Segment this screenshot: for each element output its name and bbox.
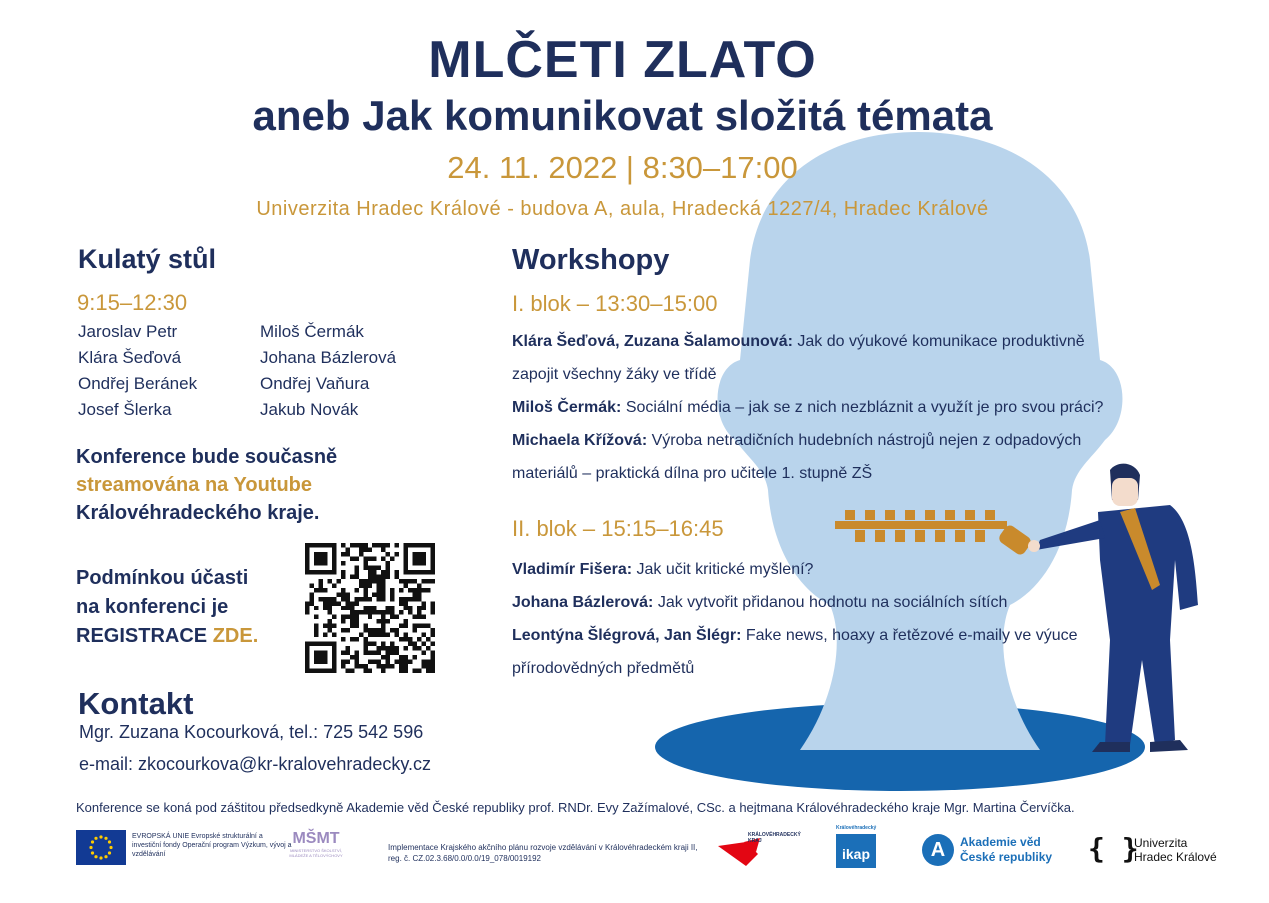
registration-note	[76, 564, 258, 651]
uhk-brace-icon: { }	[1088, 832, 1139, 865]
academy-line-2: České republiky	[960, 850, 1053, 864]
workshop-speakers: Miloš Čermák:	[512, 399, 622, 416]
workshop-topic: Fake news, hoaxy a řetězové e-maily ve výuce přírodovědných předmětů	[512, 627, 1078, 677]
workshop-item	[512, 553, 1112, 586]
registration-line-2: na konferenci je	[76, 596, 229, 618]
workshop-item	[512, 325, 1112, 391]
workshop-item	[512, 619, 1112, 685]
event-subtitle: aneb Jak komunikovat složitá témata	[252, 92, 993, 139]
msmt-logo	[286, 830, 346, 866]
registration-qr-code[interactable]	[305, 543, 435, 673]
workshop-speakers: Klára Šeďová, Zuzana Šalamounová:	[512, 333, 793, 350]
registration-line-1: Podmínkou účasti	[76, 567, 249, 589]
workshop-item	[512, 424, 1112, 490]
speaker-name: Klára Šeďová	[78, 348, 182, 367]
speaker-name: Ondřej Beránek	[78, 374, 198, 393]
workshop-topic: Sociální média – jak se z nich nezbláznit a využít je pro svou práci?	[621, 399, 1104, 416]
workshop-item	[512, 586, 1112, 619]
academy-logo-text	[960, 835, 1052, 865]
contact-email[interactable]: e-mail: zkocourkova@kr-kralovehradecky.cz	[79, 754, 432, 774]
speaker-name: Ondřej Vaňura	[260, 374, 370, 393]
uhk-logo-text	[1134, 836, 1217, 864]
academy-line-1: Akademie věd	[960, 835, 1041, 849]
registration-label: REGISTRACE	[76, 625, 213, 647]
event-title: MLČETI ZLATO	[428, 31, 817, 89]
contact-heading: Kontakt	[78, 686, 194, 721]
stream-line-2[interactable]: streamována na Youtube	[76, 474, 312, 496]
ikap-logo	[836, 825, 877, 868]
msmt-text: MINISTERSTVO ŠKOLSTVÍ, MLÁDEŽE A TĚLOVÝCHOVY	[289, 848, 343, 858]
registration-link[interactable]: ZDE.	[212, 625, 259, 647]
patronage-note: Konference se koná pod záštitou předsedkyně Akademie věd České republiky prof. RNDr. Evy Zažímalové, CSc. a hejtmana Královéhradeckého kraje Mgr. Martina Červíčka.	[76, 800, 1075, 815]
workshops-heading: Workshopy	[512, 244, 670, 276]
eu-logo-text: EVROPSKÁ UNIE Evropské strukturální a investiční fondy Operační program Výzkum, vývoj a vzdělávání	[132, 833, 292, 858]
stream-line-1: Konference bude současně	[76, 446, 338, 468]
event-date: 24. 11. 2022 | 8:30–17:00	[447, 150, 798, 185]
block-2-title: II. blok – 15:15–16:45	[512, 516, 724, 541]
workshop-item	[512, 391, 1112, 424]
workshop-speakers: Vladimír Fišera:	[512, 561, 633, 578]
speaker-name: Josef Šlerka	[78, 400, 172, 419]
uhk-line-2: Hradec Králové	[1134, 850, 1217, 864]
workshop-topic: Jak do výukové komunikace produktivně zapojit všechny žáky ve třídě	[512, 333, 1085, 383]
event-venue: Univerzita Hradec Králové - budova A, aula, Hradecká 1227/4, Hradec Králové	[256, 198, 989, 220]
academy-logo-icon: A	[922, 834, 954, 866]
uhk-line-1: Univerzita	[1134, 836, 1188, 850]
ikap-project-text: Implementace Krajského akčního plánu rozvoje vzdělávání v Královéhradeckém kraji II, reg. č. CZ.02.3.68/0.0/0.0/19_078/0019192	[388, 843, 698, 863]
ikap-logo-text: ikap	[841, 846, 870, 862]
speaker-name: Miloš Čermák	[260, 322, 364, 341]
round-table-time: 9:15–12:30	[77, 290, 188, 315]
round-table-heading: Kulatý stůl	[78, 244, 217, 274]
round-table-names	[78, 322, 438, 421]
workshop-topic: Jak vytvořit přidanou hodnotu na sociálních sítích	[653, 594, 1008, 611]
kraj-logo	[716, 832, 801, 868]
eu-flag-icon	[76, 830, 126, 865]
stream-note	[76, 443, 337, 527]
contact-person: Mgr. Zuzana Kocourková, tel.: 725 542 596	[79, 722, 424, 742]
msmt-mark: MŠMT	[292, 830, 340, 847]
block-1-title: I. blok – 13:30–15:00	[512, 291, 718, 316]
workshop-speakers: Leontýna Šlégrová, Jan Šlégr:	[512, 627, 742, 644]
speaker-name: Johana Bázlerová	[260, 348, 397, 367]
kraj-logo-text: KRÁLOVÉHRADECKÝ KRAJ	[748, 832, 801, 844]
speaker-name: Jaroslav Petr	[78, 322, 178, 341]
ikap-small-text: Královéhradecký	[836, 825, 877, 831]
workshop-speakers: Johana Bázlerová:	[512, 594, 654, 611]
stream-line-3: Královéhradeckého kraje.	[76, 502, 320, 524]
speaker-name: Jakub Novák	[260, 400, 359, 419]
workshop-topic: Jak učit kritické myšlení?	[632, 561, 814, 578]
workshop-topic: Výroba netradičních hudebních nástrojů nejen z odpadových materiálů – praktická dílna pro učitele 1. stupně ZŠ	[512, 432, 1082, 482]
partner-logos	[76, 825, 1226, 870]
workshop-speakers: Michaela Křížová:	[512, 432, 648, 449]
